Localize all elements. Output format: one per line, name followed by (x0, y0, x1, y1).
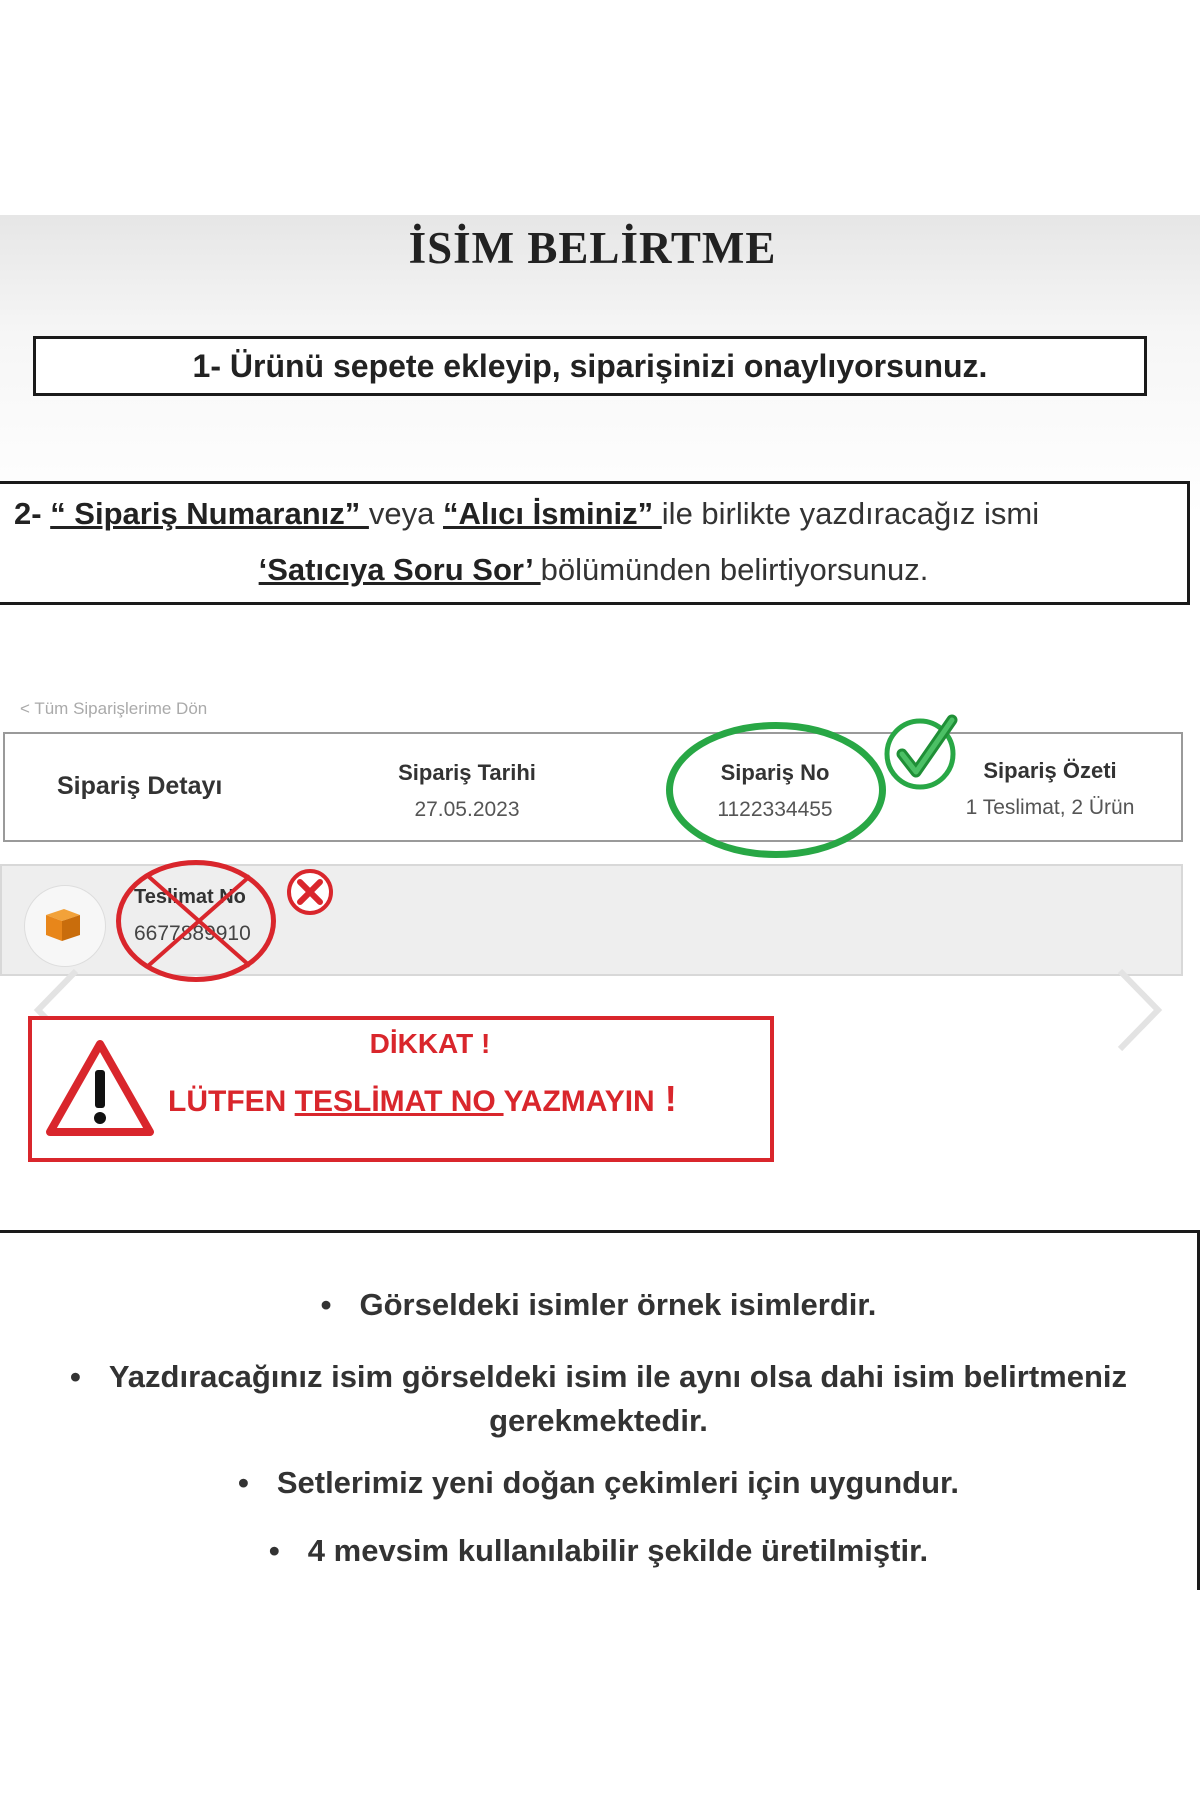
order-number-label: “ Sipariş Numaranız” (50, 496, 369, 531)
step-1-box (33, 336, 1147, 396)
warning-triangle-icon (44, 1038, 156, 1138)
order-number-field-label: Sipariş No (720, 760, 830, 785)
package-icon (42, 903, 84, 945)
x-circle-icon (284, 866, 336, 918)
step-2-box (0, 481, 1190, 605)
note-item: • Setlerimiz yeni doğan çekimleri için uygundur. (237, 1465, 960, 1500)
note-item: • Görseldeki isimler örnek isimlerdir. (320, 1287, 877, 1322)
step-2-rest-1: ile birlikte yazdıracağız ismi (661, 496, 1040, 531)
step-2-line-2 (0, 552, 1187, 588)
order-detail-title: Sipariş Detayı (57, 772, 223, 800)
note-item: • 4 mevsim kullanılabilir şekilde üretilmiştir. (268, 1533, 929, 1568)
order-number-highlight-ring (666, 722, 886, 858)
warning-text-underlined: TESLİMAT NO (294, 1085, 504, 1118)
step-2-veya: veya (368, 496, 444, 531)
step-1-text: 1- Ürünü sepete ekleyip, siparişinizi onaylıyorsunuz. (192, 347, 988, 384)
warning-text-pre: LÜTFEN (168, 1085, 295, 1118)
order-number-value: 1122334455 (717, 798, 833, 821)
order-summary-value: 1 Teslimat, 2 Ürün (965, 796, 1135, 819)
delivery-number-label: Teslimat No (134, 886, 246, 908)
order-summary (940, 758, 1160, 820)
delivery-number-value: 6677889910 (134, 922, 251, 945)
back-to-orders-link[interactable]: < Tüm Siparişlerime Dön (20, 699, 208, 718)
check-circle-icon (882, 712, 962, 792)
ask-seller-label: ‘Satıcıya Soru Sor’ (258, 552, 541, 587)
step-2-prefix: 2- (14, 496, 51, 531)
order-date (367, 760, 567, 822)
strike-through-icon (120, 862, 275, 980)
warning-text-bang: ! (654, 1078, 677, 1119)
recipient-name-label: “Alıcı İsminiz” (443, 496, 662, 531)
order-date-value: 27.05.2023 (414, 798, 520, 821)
note-item: • Yazdıracağınız isim görseldeki isim ile aynı olsa dahi isim belirtmeniz gerekmektedir. (69, 1359, 1128, 1438)
warning-text-post: YAZMAYIN (503, 1085, 655, 1118)
order-date-label: Sipariş Tarihi (398, 760, 536, 785)
warning-text (168, 1078, 677, 1120)
step-2-rest-2: bölümünden belirtiyorsunuz. (540, 552, 929, 587)
order-summary-label: Sipariş Özeti (983, 758, 1117, 783)
page-title: İSİM BELİRTME (408, 223, 777, 273)
order-detail-card (3, 732, 1183, 842)
warning-title: DİKKAT ! (369, 1028, 491, 1059)
step-2-line-1 (14, 496, 1039, 532)
chevron-right-icon[interactable] (1108, 965, 1168, 1055)
notes-box (0, 1230, 1200, 1590)
